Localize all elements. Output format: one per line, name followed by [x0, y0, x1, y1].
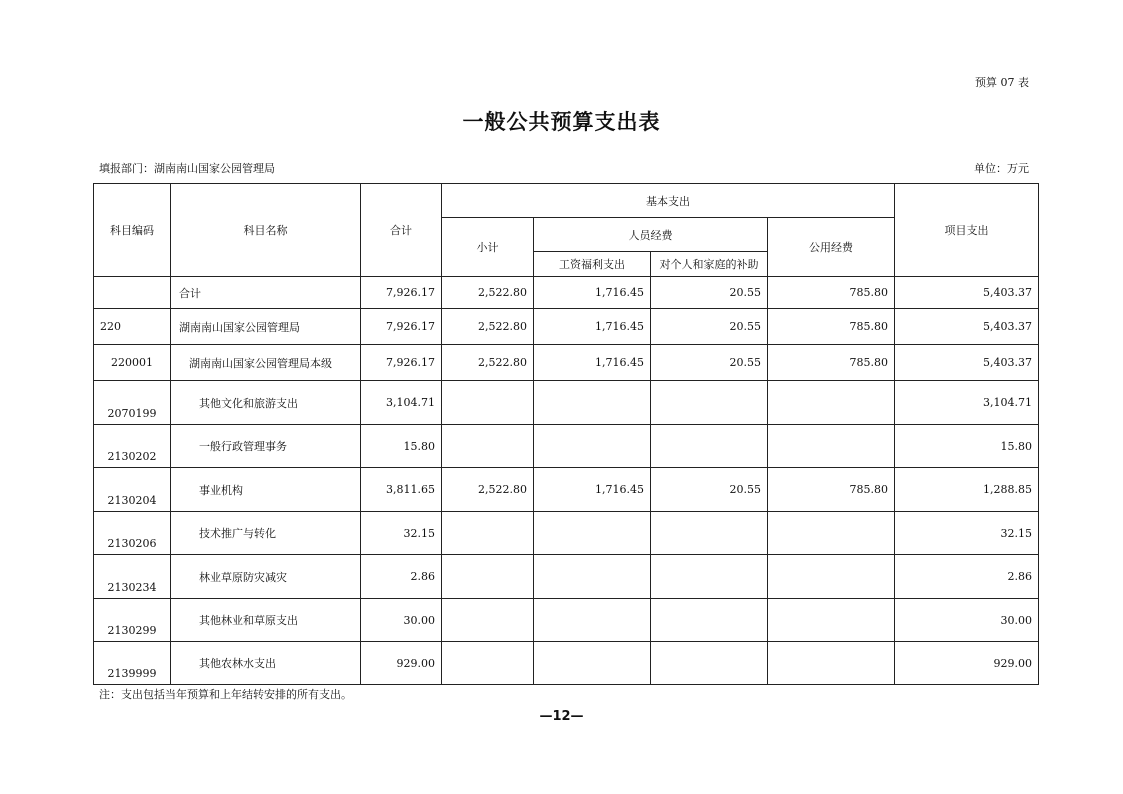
cell-subsidy: [651, 381, 768, 425]
cell-public: [768, 425, 895, 468]
table-row: [94, 309, 1039, 345]
header-name: 科目名称: [171, 184, 361, 277]
cell-total: 2.86: [361, 555, 442, 599]
cell-salary: [534, 512, 651, 555]
table-row: [94, 555, 1039, 599]
cell-total: 15.80: [361, 425, 442, 468]
cell-subsidy: 20.55: [651, 468, 768, 512]
cell-project: 3,104.71: [895, 381, 1039, 425]
header-basic: 基本支出: [442, 184, 895, 218]
cell-subtotal: 2,522.80: [442, 309, 534, 345]
table-row: [94, 468, 1039, 512]
cell-subsidy: [651, 512, 768, 555]
header-subsidy: 对个人和家庭的补助: [651, 252, 768, 277]
cell-name: 林业草原防灾减灾: [171, 555, 361, 599]
cell-salary: 1,716.45: [534, 468, 651, 512]
cell-salary: [534, 555, 651, 599]
table-row: [94, 381, 1039, 425]
cell-name: 合计: [171, 277, 361, 309]
cell-code: 2130234: [94, 555, 171, 599]
cell-public: [768, 381, 895, 425]
cell-subsidy: 20.55: [651, 345, 768, 381]
cell-subsidy: [651, 425, 768, 468]
cell-project: 30.00: [895, 599, 1039, 642]
header-project: 项目支出: [895, 184, 1039, 277]
cell-name: 技术推广与转化: [171, 512, 361, 555]
cell-project: 15.80: [895, 425, 1039, 468]
cell-name: 其他农林水支出: [171, 642, 361, 685]
cell-public: 785.80: [768, 345, 895, 381]
cell-subtotal: [442, 555, 534, 599]
cell-public: [768, 555, 895, 599]
cell-total: 32.15: [361, 512, 442, 555]
cell-total: 929.00: [361, 642, 442, 685]
cell-subtotal: [442, 642, 534, 685]
cell-public: 785.80: [768, 277, 895, 309]
cell-total: 7,926.17: [361, 345, 442, 381]
cell-code: 2130202: [94, 425, 171, 468]
reporting-department: 填报部门：湖南南山国家公园管理局: [99, 162, 275, 175]
form-number: 预算 07 表: [975, 76, 1029, 89]
cell-subtotal: [442, 512, 534, 555]
cell-code: [94, 277, 171, 309]
cell-name: 湖南南山国家公园管理局本级: [171, 345, 361, 381]
cell-code: 2130299: [94, 599, 171, 642]
cell-salary: [534, 642, 651, 685]
cell-salary: 1,716.45: [534, 309, 651, 345]
cell-public: [768, 642, 895, 685]
cell-project: 1,288.85: [895, 468, 1039, 512]
cell-name: 湖南南山国家公园管理局: [171, 309, 361, 345]
cell-subtotal: [442, 425, 534, 468]
cell-salary: [534, 599, 651, 642]
cell-public: 785.80: [768, 309, 895, 345]
cell-salary: [534, 381, 651, 425]
cell-code: 220: [94, 309, 171, 345]
header-personnel: 人员经费: [534, 218, 768, 252]
budget-table: [93, 183, 1039, 685]
cell-salary: [534, 425, 651, 468]
cell-subtotal: 2,522.80: [442, 277, 534, 309]
cell-code: 2130204: [94, 468, 171, 512]
table-row: [94, 345, 1039, 381]
table-row: [94, 642, 1039, 685]
cell-name: 其他林业和草原支出: [171, 599, 361, 642]
cell-salary: 1,716.45: [534, 345, 651, 381]
cell-subsidy: [651, 555, 768, 599]
cell-subsidy: [651, 642, 768, 685]
cell-name: 事业机构: [171, 468, 361, 512]
cell-public: [768, 599, 895, 642]
cell-subsidy: 20.55: [651, 309, 768, 345]
table-row: [94, 599, 1039, 642]
cell-total: 3,811.65: [361, 468, 442, 512]
cell-total: 7,926.17: [361, 277, 442, 309]
cell-name: 一般行政管理事务: [171, 425, 361, 468]
cell-public: 785.80: [768, 468, 895, 512]
cell-subtotal: 2,522.80: [442, 468, 534, 512]
table-row: [94, 277, 1039, 309]
table-row: [94, 425, 1039, 468]
cell-code: 2130206: [94, 512, 171, 555]
page-number: —12—: [539, 709, 584, 724]
cell-subtotal: [442, 599, 534, 642]
footnote: 注：支出包括当年预算和上年结转安排的所有支出。: [99, 688, 352, 701]
unit-label: 单位：万元: [974, 162, 1029, 175]
cell-subtotal: [442, 381, 534, 425]
cell-project: 2.86: [895, 555, 1039, 599]
cell-public: [768, 512, 895, 555]
cell-subsidy: 20.55: [651, 277, 768, 309]
page-title: 一般公共预算支出表: [462, 110, 661, 134]
cell-name: 其他文化和旅游支出: [171, 381, 361, 425]
cell-total: 30.00: [361, 599, 442, 642]
cell-project: 5,403.37: [895, 277, 1039, 309]
header-subtotal: 小计: [442, 218, 534, 277]
cell-code: 2070199: [94, 381, 171, 425]
cell-project: 32.15: [895, 512, 1039, 555]
header-public: 公用经费: [768, 218, 895, 277]
cell-total: 3,104.71: [361, 381, 442, 425]
cell-salary: 1,716.45: [534, 277, 651, 309]
table-row: [94, 512, 1039, 555]
cell-code: 2139999: [94, 642, 171, 685]
cell-subtotal: 2,522.80: [442, 345, 534, 381]
cell-total: 7,926.17: [361, 309, 442, 345]
cell-project: 5,403.37: [895, 345, 1039, 381]
header-total: 合计: [361, 184, 442, 277]
header-salary: 工资福利支出: [534, 252, 651, 277]
cell-project: 929.00: [895, 642, 1039, 685]
cell-subsidy: [651, 599, 768, 642]
cell-code: 220001: [94, 345, 171, 381]
header-code: 科目编码: [94, 184, 171, 277]
cell-project: 5,403.37: [895, 309, 1039, 345]
